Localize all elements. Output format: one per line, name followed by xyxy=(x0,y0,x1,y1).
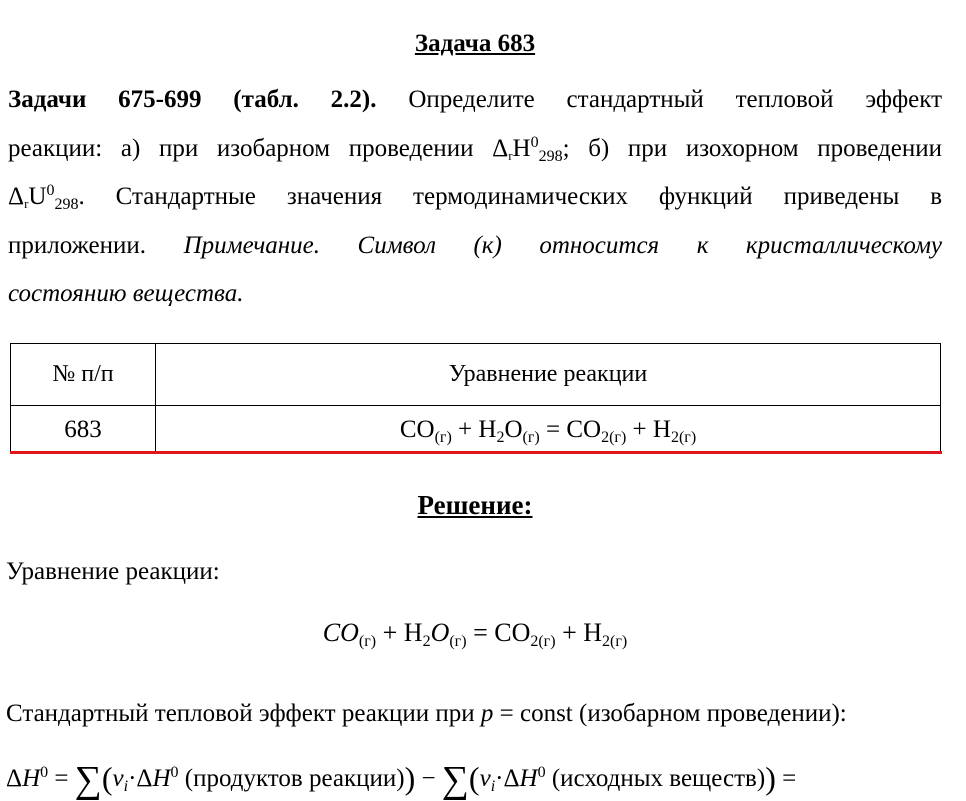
sub-r: r xyxy=(24,196,29,211)
sub-298: 298 xyxy=(54,196,79,213)
table-header-row xyxy=(11,344,941,406)
row-number: 683 xyxy=(11,406,156,454)
header-number: № п/п xyxy=(11,344,156,406)
heat-effect-text: Стандартный тепловой эффект реакции при p = const (изобарном проведении): xyxy=(6,700,847,727)
page-title: Задача 683 xyxy=(414,30,536,57)
problem-statement xyxy=(8,76,942,319)
sup-zero: 0 xyxy=(46,182,55,199)
statement-text: реакции: а) при изобарном проведении Δ xyxy=(8,134,509,162)
reaction-label: Уравнение реакции: xyxy=(6,558,220,585)
table-row xyxy=(11,406,941,454)
solution-heading: Решение: xyxy=(417,490,533,520)
note-text: состоянию вещества. xyxy=(8,280,244,307)
symbol-h: H xyxy=(512,134,531,162)
note-text: Примечание. Символ (к) относится к кристаллическому xyxy=(183,231,942,259)
tasks-ref: Задачи 675-699 (табл. 2.2). xyxy=(8,86,377,113)
statement-text: . Стандартные значения термодинамических функций приведены в xyxy=(78,183,942,210)
statement-text: приложении. xyxy=(8,231,184,259)
sub-298: 298 xyxy=(538,147,563,165)
reaction-formula: $CO_{(г)} + H_2O_{(г)} = CO_{2(г)} + H_{2(г)}$ xyxy=(322,618,628,650)
statement-text: ; б) при изохорном проведении xyxy=(562,134,942,162)
hess-law-formula: $\Delta H^0 = \sum(\nu_i\cdot\Delta H^0$ (продуктов реакции)) − $\sum(\nu_i\cdot\Delta H^0$ (исходных веществ)) = xyxy=(6,759,797,801)
sup-zero: 0 xyxy=(530,133,539,151)
header-equation: Уравнение реакции xyxy=(156,344,941,406)
symbol-u: U xyxy=(28,183,47,210)
row-equation: $CO_{(г)} + H_2O_{(г)} = CO_{2(г)} + H_{2(г)}$ xyxy=(156,406,941,454)
statement-text: Определите стандартный тепловой эффект xyxy=(376,86,942,113)
delta-symbol: Δ xyxy=(8,183,25,210)
red-underline xyxy=(10,451,942,454)
sub-r: r xyxy=(508,147,513,163)
reaction-table xyxy=(10,343,941,454)
